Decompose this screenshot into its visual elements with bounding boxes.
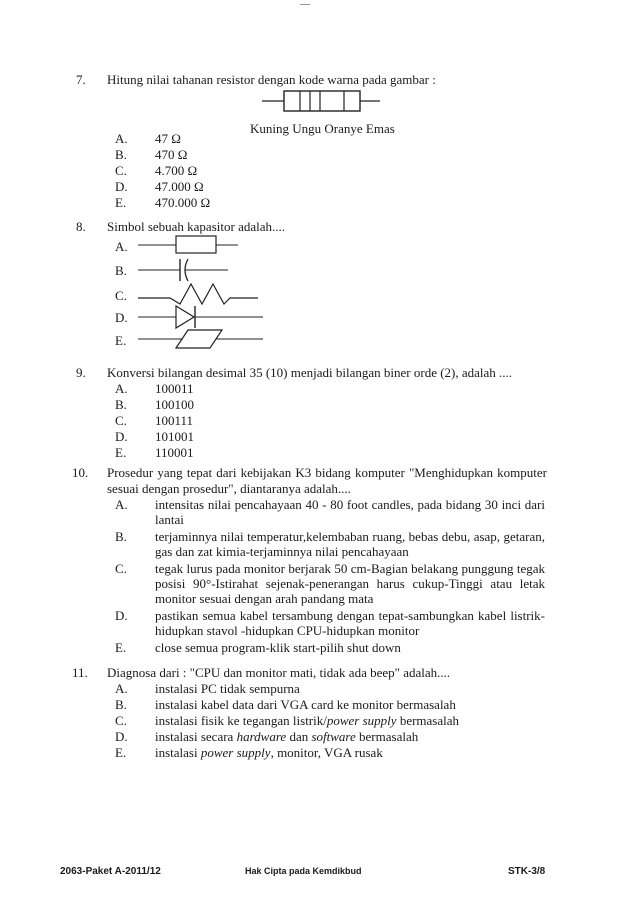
q11-number: 11. <box>72 665 88 680</box>
q9-option-e: E. 110001 <box>115 445 194 460</box>
q7-option-e: E. 470.000 Ω <box>115 195 211 210</box>
parallelogram-icon <box>138 327 263 351</box>
q11-option-c: C. instalasi fisik ke tegangan listrik/power supply bermasalah <box>115 713 460 728</box>
q10-option-e: E. close semua program-klik start-pilih shut down <box>115 640 401 655</box>
q10-option-a: A. intensitas nilai pencahayaan 40 - 80 foot candles, pada bidang 30 inci dari lantai <box>115 497 545 527</box>
q8-number: 8. <box>76 219 86 234</box>
q9-option-d: D. 101001 <box>115 429 194 444</box>
q7-caption: Kuning Ungu Oranye Emas <box>250 121 395 136</box>
q10-option-d: D. pastikan semua kabel tersambung dengan tepat-sambungkan kabel listrik- hidupkan stavol -hidupkan CPU-hidupkan monitor <box>115 608 545 638</box>
footer-center: Hak Cipta pada Kemdikbud <box>245 866 362 876</box>
q11-option-a: A. instalasi PC tidak sempurna <box>115 681 300 696</box>
q11-option-e: E. instalasi power supply, monitor, VGA rusak <box>115 745 383 760</box>
q10-text-line1: Prosedur yang tepat dari kebijakan K3 bidang komputer "Menghidupkan komputer <box>107 465 547 480</box>
q8-text: Simbol sebuah kapasitor adalah.... <box>107 219 285 234</box>
q8-option-c-label: C. <box>115 288 127 303</box>
resistor-box-icon <box>138 232 238 256</box>
q10-text-line2: sesuai dengan prosedur", diantaranya adalah.... <box>107 481 351 496</box>
footer-right: STK-3/8 <box>508 866 546 877</box>
q10-option-b: B. terjaminnya nilai temperatur,kelembaban ruang, bebas debu, asap, getaran, gas dan zat kimia-terjaminnya nilai pencahayaan <box>115 529 545 559</box>
q10-option-c: C. tegak lurus pada monitor berjarak 50 cm-Bagian belakang punggung tegak posisi 90°-Istirahat sejenak-penerangan harus cukup-Tinggi atau letak monitor sesuai dengan arah pandang mata <box>115 561 545 606</box>
q7-text: Hitung nilai tahanan resistor dengan kode warna pada gambar : <box>107 72 436 87</box>
q8-option-b-label: B. <box>115 263 127 278</box>
q9-option-a: A. 100011 <box>115 381 194 396</box>
q8-option-e-label: E. <box>115 333 127 348</box>
q8-option-d-label: D. <box>115 310 128 325</box>
q11-text: Diagnosa dari : "CPU dan monitor mati, tidak ada beep" adalah.... <box>107 665 451 680</box>
q10-number: 10. <box>72 465 89 480</box>
q7-option-b: B. 470 Ω <box>115 147 188 162</box>
q9-text: Konversi bilangan desimal 35 (10) menjadi bilangan biner orde (2), adalah .... <box>107 365 513 380</box>
q7-option-c: C. 4.700 Ω <box>115 163 198 178</box>
q7-option-a: A. 47 Ω <box>115 131 181 146</box>
q9-number: 9. <box>76 365 86 380</box>
resistor-color-code-icon <box>262 85 382 117</box>
q11-option-b: B. instalasi kabel data dari VGA card ke monitor bermasalah <box>115 697 456 712</box>
q7-option-d: D. 47.000 Ω <box>115 179 204 194</box>
q9-option-b: B. 100100 <box>115 397 194 412</box>
q8-option-a-label: A. <box>115 239 128 254</box>
q11-option-d: D. instalasi secara hardware dan software bermasalah <box>115 729 419 744</box>
q9-option-c: C. 100111 <box>115 413 194 428</box>
q7-number: 7. <box>76 72 86 87</box>
scan-mark <box>300 4 310 5</box>
footer-left: 2063-Paket A-2011/12 <box>60 866 161 877</box>
